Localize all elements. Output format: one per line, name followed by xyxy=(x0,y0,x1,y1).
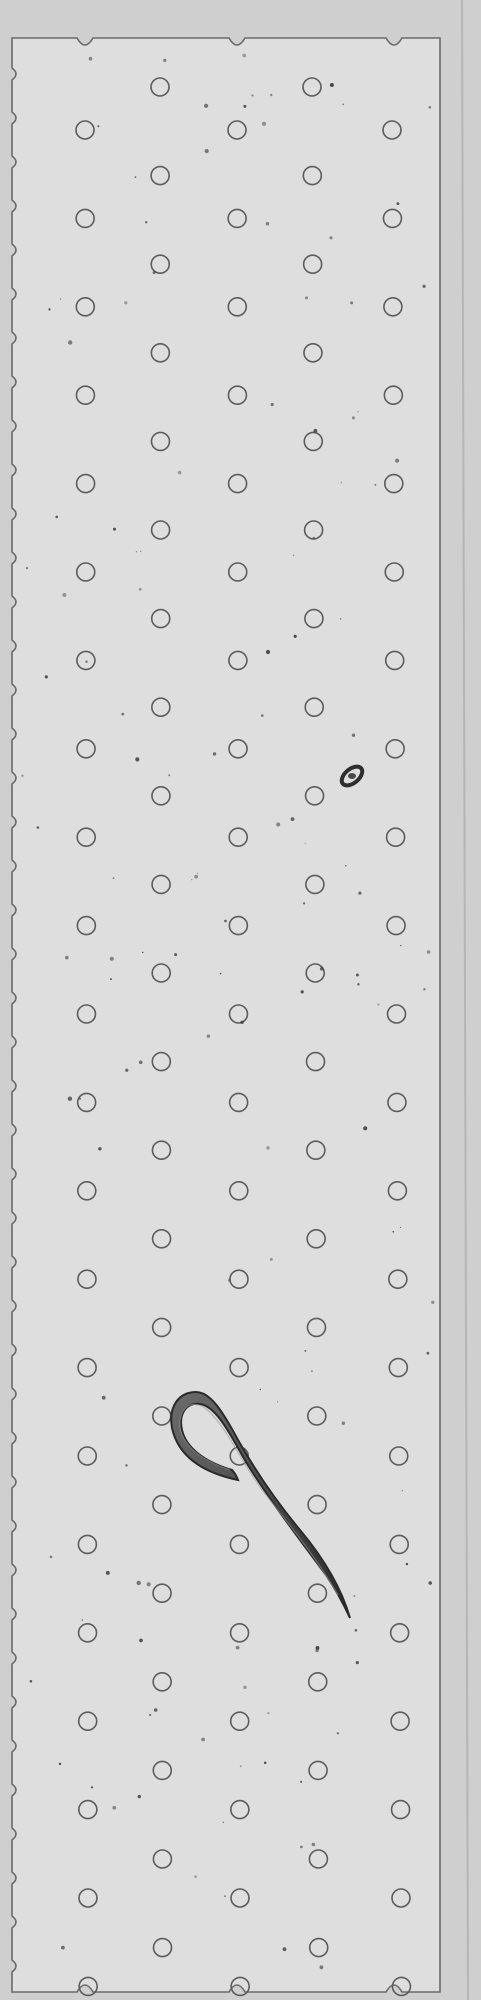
debris-speck xyxy=(60,298,62,300)
debris-speck xyxy=(429,106,432,109)
chamber-outline xyxy=(12,38,440,1992)
debris-speck xyxy=(205,149,209,153)
debris-speck xyxy=(59,1763,61,1765)
debris-speck xyxy=(112,1806,116,1810)
debris-speck xyxy=(266,1146,269,1149)
debris-speck xyxy=(223,1822,224,1823)
debris-speck xyxy=(261,714,264,717)
debris-speck xyxy=(91,1786,93,1788)
debris-speck xyxy=(397,202,400,205)
debris-speck xyxy=(65,956,69,960)
debris-speck xyxy=(357,983,359,985)
debris-speck xyxy=(68,1097,72,1101)
debris-speck xyxy=(240,1021,243,1024)
debris-speck xyxy=(356,1661,359,1664)
debris-speck xyxy=(283,1947,287,1951)
debris-speck xyxy=(136,551,137,552)
debris-speck xyxy=(270,1258,273,1261)
debris-speck xyxy=(341,482,343,484)
debris-speck xyxy=(271,403,274,406)
debris-speck xyxy=(102,1396,106,1400)
debris-speck xyxy=(353,1595,355,1597)
debris-speck xyxy=(240,1765,242,1767)
debris-speck xyxy=(224,1895,226,1897)
debris-speck xyxy=(207,1034,210,1037)
debris-speck xyxy=(300,1846,303,1849)
debris-speck xyxy=(98,1147,101,1150)
debris-speck xyxy=(301,990,304,993)
debris-speck xyxy=(153,271,156,274)
debris-speck xyxy=(30,1680,33,1683)
debris-speck xyxy=(21,775,23,777)
debris-speck xyxy=(106,1571,110,1575)
debris-speck xyxy=(178,471,182,475)
debris-speck xyxy=(311,1370,313,1372)
debris-speck xyxy=(68,340,72,344)
debris-speck xyxy=(316,1646,320,1650)
debris-speck xyxy=(138,1795,141,1798)
debris-speck xyxy=(125,1464,127,1466)
debris-speck xyxy=(191,879,192,880)
debris-speck xyxy=(392,1231,394,1233)
debris-speck xyxy=(135,176,137,178)
debris-speck xyxy=(342,104,344,106)
debris-speck xyxy=(145,221,147,223)
debris-speck xyxy=(352,734,355,737)
debris-speck xyxy=(79,1098,81,1100)
debris-speck xyxy=(330,83,334,87)
debris-speck xyxy=(305,843,306,844)
debris-speck xyxy=(243,105,246,108)
debris-speck xyxy=(89,57,93,61)
debris-speck xyxy=(293,555,295,557)
debris-speck xyxy=(220,973,222,975)
debris-speck xyxy=(277,1401,278,1402)
debris-speck xyxy=(113,877,115,879)
debris-speck xyxy=(242,54,246,58)
debris-speck xyxy=(197,873,198,874)
debris-speck xyxy=(267,1712,269,1714)
debris-speck xyxy=(243,1686,246,1689)
debris-speck xyxy=(110,978,112,980)
debris-speck xyxy=(139,588,142,591)
debris-speck xyxy=(228,1279,231,1282)
debris-speck xyxy=(303,902,305,904)
debris-speck xyxy=(375,484,377,486)
debris-speck xyxy=(45,675,48,678)
debris-speck xyxy=(62,593,66,597)
debris-speck xyxy=(139,1639,143,1643)
debris-speck xyxy=(363,1126,367,1130)
debris-speck xyxy=(154,1708,158,1712)
debris-speck xyxy=(305,1350,307,1352)
debris-speck xyxy=(320,967,324,971)
debris-speck xyxy=(345,865,346,866)
debris-speck xyxy=(137,1581,141,1585)
debris-speck xyxy=(305,296,308,299)
debris-speck xyxy=(312,1843,316,1847)
debris-speck xyxy=(260,1389,261,1390)
debris-speck xyxy=(352,416,355,419)
debris-speck xyxy=(213,752,216,755)
debris-speck xyxy=(313,537,315,539)
debris-speck xyxy=(147,1582,151,1586)
debris-speck xyxy=(342,1422,345,1425)
debris-speck xyxy=(113,528,116,531)
debris-speck xyxy=(294,635,297,638)
debris-speck xyxy=(194,1875,197,1878)
debris-speck xyxy=(428,1581,432,1585)
debris-speck xyxy=(135,757,139,761)
debris-speck xyxy=(124,301,127,304)
chamber xyxy=(12,38,440,1992)
debris-speck xyxy=(142,952,144,954)
debris-speck xyxy=(402,1490,403,1491)
debris-speck xyxy=(140,551,141,552)
debris-speck xyxy=(423,988,425,990)
debris-speck xyxy=(350,301,353,304)
debris-speck xyxy=(262,122,266,126)
debris-speck xyxy=(97,125,99,127)
debris-speck xyxy=(82,1619,84,1621)
debris-speck xyxy=(264,1762,267,1765)
debris-speck xyxy=(139,1061,143,1065)
debris-speck xyxy=(291,817,295,821)
debris-speck xyxy=(204,104,208,108)
debris-speck xyxy=(340,618,342,620)
debris-speck xyxy=(121,713,124,716)
debris-speck xyxy=(48,308,50,310)
debris-speck xyxy=(427,950,431,954)
debris-speck xyxy=(400,1227,401,1228)
debris-speck xyxy=(355,1629,358,1632)
debris-speck xyxy=(431,1301,434,1304)
debris-speck xyxy=(194,875,198,879)
debris-speck xyxy=(266,650,270,654)
debris-speck xyxy=(300,1781,302,1783)
debris-speck xyxy=(320,1965,324,1969)
debris-speck xyxy=(357,411,358,412)
debris-speck xyxy=(329,236,332,239)
debris-speck xyxy=(270,94,272,96)
debris-speck xyxy=(55,516,58,519)
debris-speck xyxy=(201,1738,205,1742)
debris-speck xyxy=(276,823,280,827)
debris-speck xyxy=(377,1003,379,1005)
debris-speck xyxy=(168,774,170,776)
debris-speck xyxy=(163,59,166,62)
debris-speck xyxy=(149,1714,151,1716)
debris-speck xyxy=(358,892,361,895)
debris-speck xyxy=(251,94,253,96)
debris-speck xyxy=(406,1563,408,1565)
debris-speck xyxy=(26,567,28,569)
debris-speck xyxy=(356,974,359,977)
debris-speck xyxy=(37,826,39,828)
debris-speck xyxy=(174,953,177,956)
debris-speck xyxy=(61,1946,65,1950)
debris-speck xyxy=(400,945,401,946)
debris-speck xyxy=(125,1069,128,1072)
debris-speck xyxy=(85,661,87,663)
debris-speck xyxy=(110,957,114,961)
debris-speck xyxy=(236,1646,240,1650)
debris-speck xyxy=(266,222,269,225)
debris-speck xyxy=(423,285,426,288)
debris-speck xyxy=(427,1352,430,1355)
debris-speck xyxy=(337,1732,339,1734)
debris-speck xyxy=(314,429,318,433)
debris-speck xyxy=(395,459,399,463)
debris-speck xyxy=(224,920,227,923)
debris-speck xyxy=(50,1556,53,1559)
